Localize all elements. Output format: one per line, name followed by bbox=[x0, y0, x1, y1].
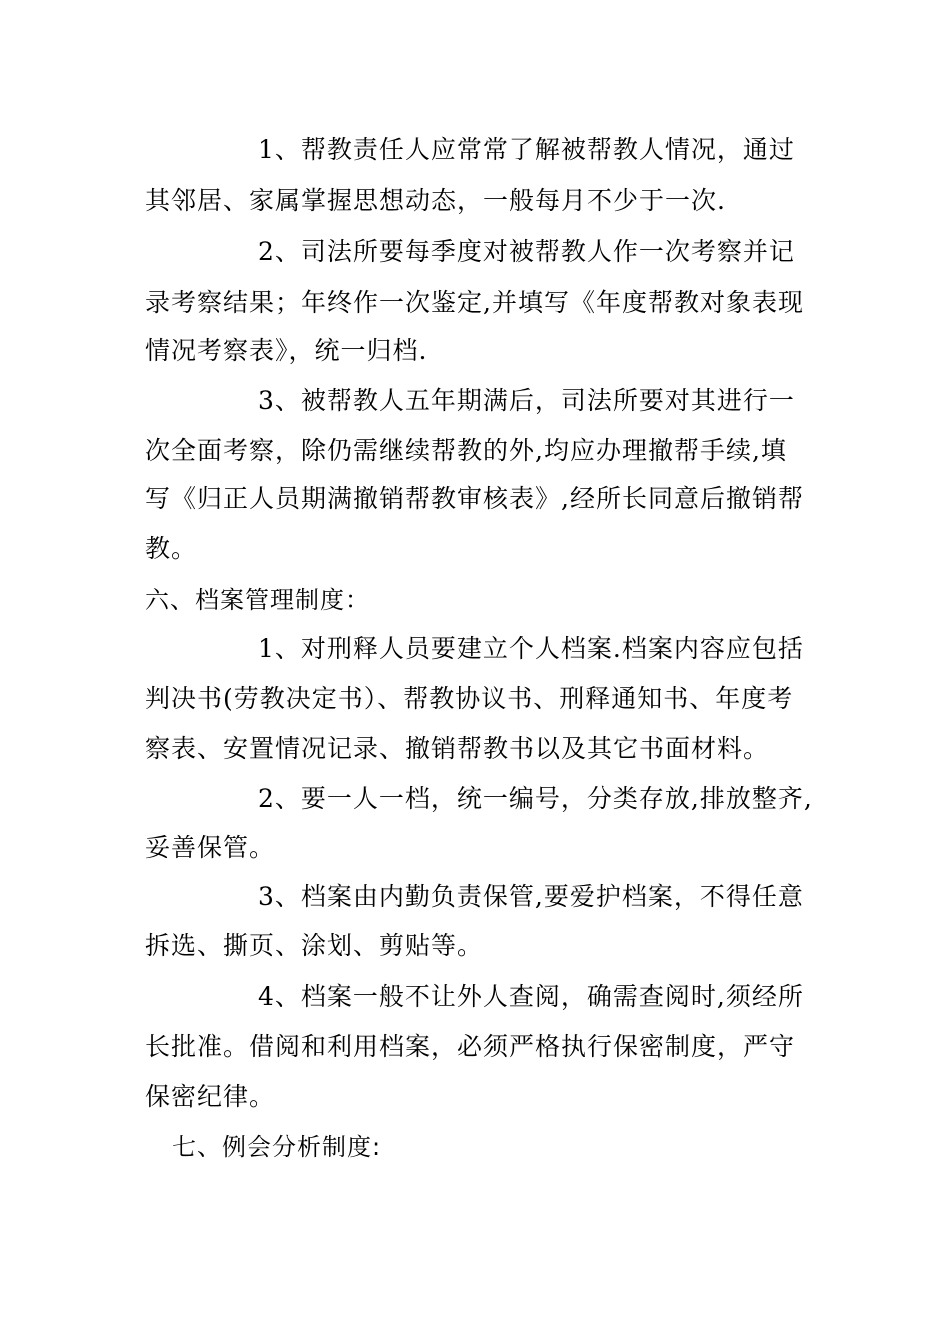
paragraph-line: 情况考察表》，统一归档. bbox=[145, 336, 428, 365]
section-heading-6: 六、档案管理制度： bbox=[145, 586, 370, 614]
paragraph-line: 妥善保管。 bbox=[145, 833, 276, 862]
paragraph-line: 长批准。借阅和利用档案，必须严格执行保密制度，严守 bbox=[145, 1032, 796, 1061]
paragraph-line: 3、档案由内勤负责保管,要爱护档案，不得任意 bbox=[258, 882, 804, 911]
paragraph-line: 察表、安置情况记录、撤销帮教书以及其它书面材料。 bbox=[145, 734, 770, 763]
paragraph-line: 其邻居、家属掌握思想动态，一般每月不少于一次. bbox=[145, 186, 726, 215]
paragraph-line: 写《归正人员期满撤销帮教审核表》,经所长同意后撤销帮 bbox=[145, 484, 804, 513]
paragraph-line: 2、要一人一档，统一编号，分类存放,排放整齐, bbox=[258, 784, 813, 813]
paragraph-line: 1、对刑释人员要建立个人档案.档案内容应包括 bbox=[258, 634, 804, 663]
paragraph-line: 拆选、撕页、涂划、剪贴等。 bbox=[145, 931, 484, 960]
paragraph-line: 教。 bbox=[145, 534, 198, 563]
paragraph-line: 次全面考察，除仍需继续帮教的外,均应办理撤帮手续,填 bbox=[145, 436, 787, 465]
paragraph-line: 判决书(劳教决定书）、帮教协议书、刑释通知书、年度考 bbox=[145, 684, 794, 713]
paragraph-line: 2、司法所要每季度对被帮教人作一次考察并记 bbox=[258, 237, 795, 266]
section-heading-7: 七、例会分析制度: bbox=[172, 1133, 382, 1161]
paragraph-line: 1、帮教责任人应常常了解被帮教人情况，通过 bbox=[258, 135, 795, 164]
paragraph-line: 3、被帮教人五年期满后，司法所要对其进行一 bbox=[258, 386, 795, 415]
paragraph-line: 4、档案一般不让外人查阅，确需查阅时,须经所 bbox=[258, 982, 804, 1011]
paragraph-line: 录考察结果；年终作一次鉴定,并填写《年度帮教对象表现 bbox=[145, 288, 804, 317]
paragraph-line: 保密纪律。 bbox=[145, 1082, 276, 1111]
